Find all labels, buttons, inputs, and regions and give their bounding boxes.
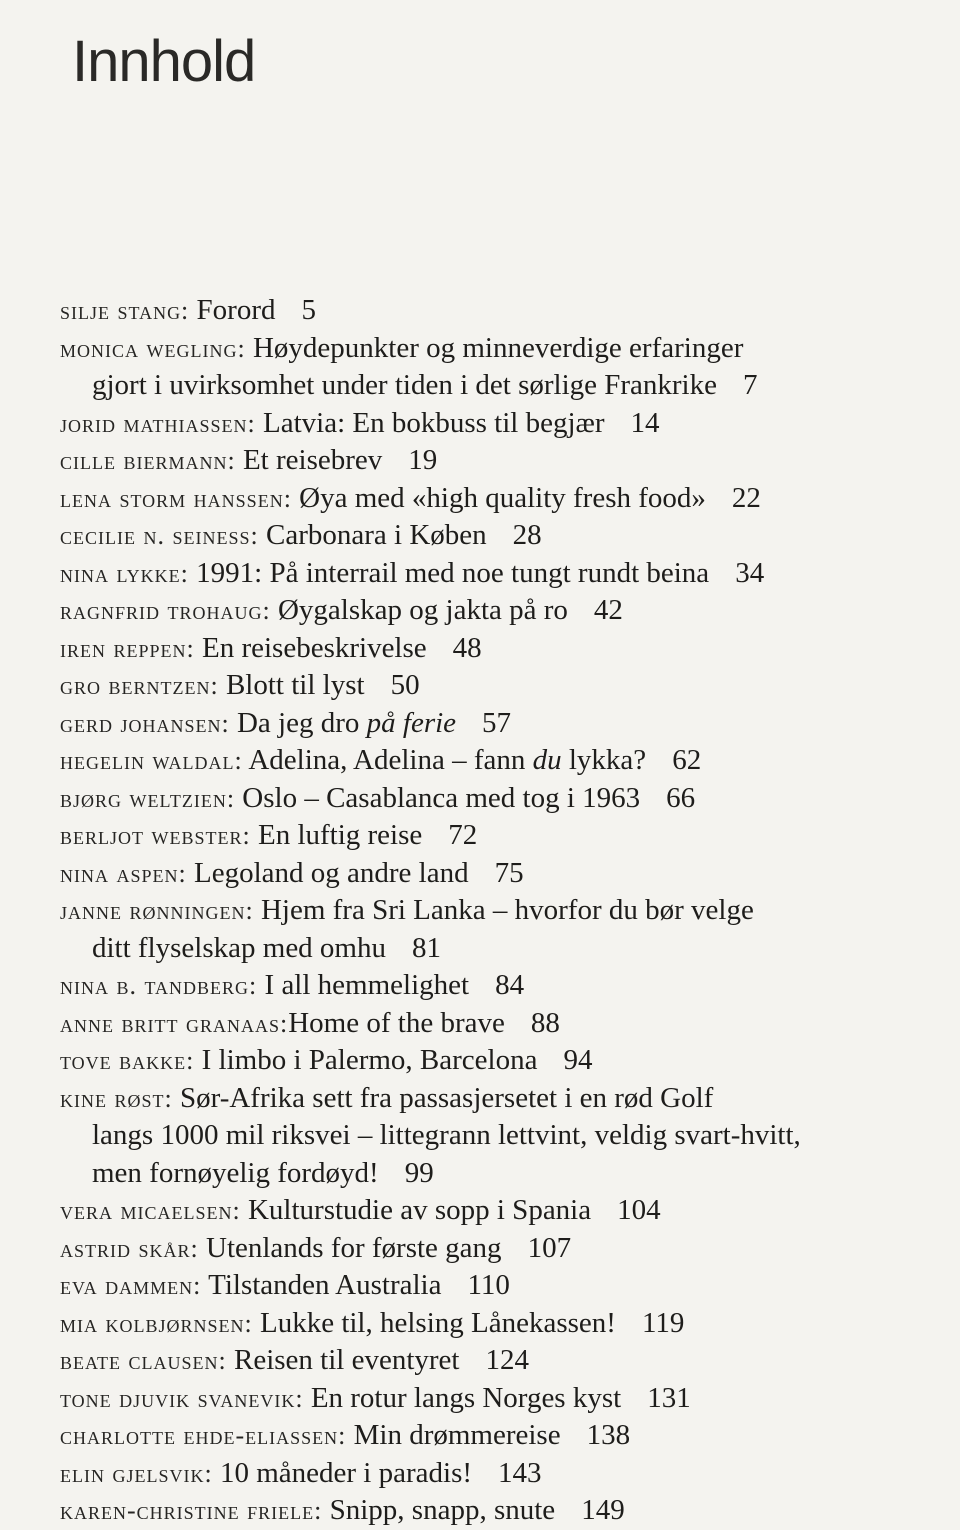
- toc-page-number: 7: [743, 369, 758, 401]
- toc-page-number: 75: [494, 856, 524, 889]
- toc-entry: [60, 742, 960, 780]
- toc-title: Sør-Afrika sett fra passasjersetet i en rød Golf: [172, 1081, 714, 1114]
- toc-title-line: men fornøyelig fordøyd!: [92, 1156, 379, 1189]
- toc-author: bjørg weltzien:: [60, 783, 236, 813]
- toc-entry: [60, 405, 960, 443]
- toc-entry: [60, 630, 960, 668]
- toc-title: Da jeg dro: [229, 706, 367, 739]
- toc-entry: [60, 480, 960, 518]
- toc-page-number: 48: [452, 631, 482, 664]
- toc-author: eva dammen:: [60, 1271, 202, 1300]
- toc-page-number: 138: [586, 1419, 631, 1451]
- toc-entry: [60, 1230, 960, 1268]
- toc-title: Latvia: En bokbuss til begjær: [255, 406, 605, 439]
- toc-title: Adelina, Adelina – fann: [242, 744, 533, 776]
- toc-title-line: ditt flyselskap med omhu: [92, 931, 386, 964]
- toc-title-line: langs 1000 mil riksvei – littegrann lettvint, veldig svart-hvitt,: [92, 1119, 801, 1151]
- toc-title: Øygalskap og jakta på ro: [270, 594, 568, 626]
- toc-page-number: 104: [617, 1194, 661, 1226]
- toc-author: nina b. tandberg:: [60, 971, 258, 1000]
- toc-title: Et reisebrev: [235, 444, 383, 476]
- toc-title: Hjem fra Sri Lanka – hvorfor du bør velge: [253, 894, 754, 926]
- toc-page-number: 5: [301, 294, 316, 326]
- toc-entry: [60, 555, 960, 593]
- toc-entry: [60, 292, 960, 330]
- toc-entry: [60, 442, 960, 480]
- table-of-contents: [60, 292, 960, 1530]
- toc-title-line: gjort i uvirksomhet under tiden i det sørlige Frankrike: [92, 369, 717, 401]
- toc-page-number: 149: [581, 1494, 625, 1526]
- toc-author: gerd johansen:: [60, 708, 230, 738]
- toc-author: nina lykke:: [60, 558, 189, 588]
- toc-entry: [60, 1492, 960, 1530]
- toc-author: berljot webster:: [60, 821, 251, 850]
- toc-author: lena storm hanssen:: [60, 483, 292, 513]
- toc-author: tone djuvik svanevik:: [60, 1383, 304, 1413]
- toc-author: cille biermann:: [60, 446, 236, 475]
- toc-page-number: 94: [563, 1044, 593, 1076]
- toc-title: 1991: På interrail med noe tungt rundt beina: [188, 556, 710, 589]
- toc-entry: [60, 592, 960, 630]
- toc-page-number: 22: [731, 481, 761, 514]
- toc-entry: [60, 1417, 960, 1455]
- toc-title: Snipp, snapp, snute: [322, 1494, 556, 1526]
- toc-entry: [60, 330, 960, 405]
- toc-page-number: 99: [404, 1156, 434, 1189]
- toc-author: silje stang:: [60, 296, 190, 325]
- toc-page-number: 131: [647, 1381, 691, 1414]
- toc-title: Blott til lyst: [218, 669, 365, 701]
- toc-entry: [60, 1042, 960, 1080]
- toc-author: karen-christine friele:: [60, 1496, 323, 1525]
- toc-title: I limbo i Palermo, Barcelona: [194, 1044, 538, 1076]
- toc-author: cecilie n. seiness:: [60, 521, 259, 550]
- toc-title: Home of the brave: [288, 1006, 505, 1039]
- toc-title-italic: på ferie: [366, 706, 457, 739]
- toc-author: gro berntzen:: [60, 671, 219, 700]
- toc-entry: [60, 1305, 960, 1343]
- toc-title: Carbonara i Køben: [258, 519, 487, 551]
- toc-title: Min drømmereise: [346, 1419, 561, 1451]
- toc-author: astrid skår:: [60, 1233, 199, 1263]
- toc-title: Øya med «high quality fresh food»: [291, 481, 706, 514]
- toc-author: monica wegling:: [60, 333, 246, 363]
- toc-title: Kulturstudie av sopp i Spania: [240, 1194, 592, 1226]
- toc-author: janne rønningen:: [60, 896, 254, 925]
- toc-title: Reisen til eventyret: [226, 1344, 460, 1376]
- toc-page-number: 34: [735, 556, 765, 589]
- toc-title-italic: du: [532, 744, 562, 776]
- toc-title: Utenlands for første gang: [198, 1231, 502, 1264]
- toc-title: I all hemmelighet: [257, 969, 470, 1001]
- toc-entry: [60, 1342, 960, 1380]
- toc-page-number: 66: [666, 781, 696, 814]
- toc-entry: [60, 1267, 960, 1305]
- toc-entry: [60, 667, 960, 705]
- toc-page-number: 143: [498, 1456, 542, 1489]
- toc-author: vera micaelsen:: [60, 1196, 241, 1225]
- toc-entry: [60, 1455, 960, 1493]
- toc-page-number: 14: [630, 406, 660, 439]
- toc-page-number: 28: [512, 519, 542, 551]
- toc-author: iren reppen:: [60, 633, 195, 663]
- toc-page-number: 42: [593, 594, 623, 626]
- toc-page-number: 119: [641, 1306, 685, 1339]
- toc-page-number: 19: [408, 444, 438, 476]
- toc-page-number: 107: [527, 1231, 572, 1264]
- toc-page-number: 81: [412, 931, 441, 964]
- toc-author: nina aspen:: [60, 858, 187, 888]
- toc-title: Høydepunkter og minneverdige erfaringer: [245, 331, 744, 364]
- toc-title: Legoland og andre land: [186, 856, 469, 889]
- toc-title: En rotur langs Norges kyst: [303, 1381, 622, 1414]
- toc-author: anne britt granaas:: [60, 1008, 289, 1038]
- toc-title-continuation: [92, 930, 960, 968]
- toc-page-number: 50: [390, 669, 420, 701]
- toc-author: mia kolbjørnsen:: [60, 1308, 253, 1338]
- toc-page-number: 62: [672, 744, 702, 776]
- toc-page-number: 84: [495, 969, 525, 1001]
- toc-title: Forord: [189, 294, 276, 326]
- toc-entry: [60, 1192, 960, 1230]
- toc-author: ragnfrid trohaug:: [60, 596, 271, 625]
- toc-author: hegelin waldal:: [60, 746, 243, 775]
- toc-entry: [60, 1005, 960, 1043]
- toc-entry: [60, 780, 960, 818]
- toc-title: En luftig reise: [250, 819, 423, 851]
- toc-title-continuation: [92, 367, 960, 405]
- toc-title-rest: lykka?: [561, 744, 647, 776]
- toc-author: charlotte ehde-eliassen:: [60, 1421, 347, 1450]
- toc-page-number: 72: [448, 819, 478, 851]
- toc-author: tove bakke:: [60, 1046, 195, 1075]
- toc-author: elin gjelsvik:: [60, 1458, 213, 1488]
- toc-entry: [60, 892, 960, 967]
- toc-entry: [60, 855, 960, 893]
- toc-entry: [60, 705, 960, 743]
- toc-title: Oslo – Casablanca med tog i 1963: [235, 781, 641, 814]
- toc-title: Lukke til, helsing Lånekassen!: [252, 1306, 616, 1339]
- toc-entry: [60, 1380, 960, 1418]
- toc-author: beate clausen:: [60, 1346, 227, 1375]
- toc-title: En reisebeskrivelse: [194, 631, 427, 664]
- toc-page-number: 88: [530, 1006, 560, 1039]
- toc-title-continuation: [92, 1155, 960, 1193]
- toc-author: kine røst:: [60, 1083, 173, 1113]
- page-title: Innhold: [72, 29, 256, 94]
- toc-entry: [60, 517, 960, 555]
- toc-entry: [60, 967, 960, 1005]
- toc-entry: [60, 817, 960, 855]
- toc-entry: [60, 1080, 960, 1193]
- toc-title-continuation: [92, 1117, 960, 1155]
- toc-page-number: 57: [482, 706, 512, 739]
- toc-title: Tilstanden Australia: [201, 1269, 442, 1301]
- toc-title: 10 måneder i paradis!: [212, 1456, 473, 1489]
- toc-page-number: 110: [467, 1269, 510, 1301]
- toc-page-number: 124: [485, 1344, 529, 1376]
- toc-author: jorid mathiassen:: [60, 408, 256, 438]
